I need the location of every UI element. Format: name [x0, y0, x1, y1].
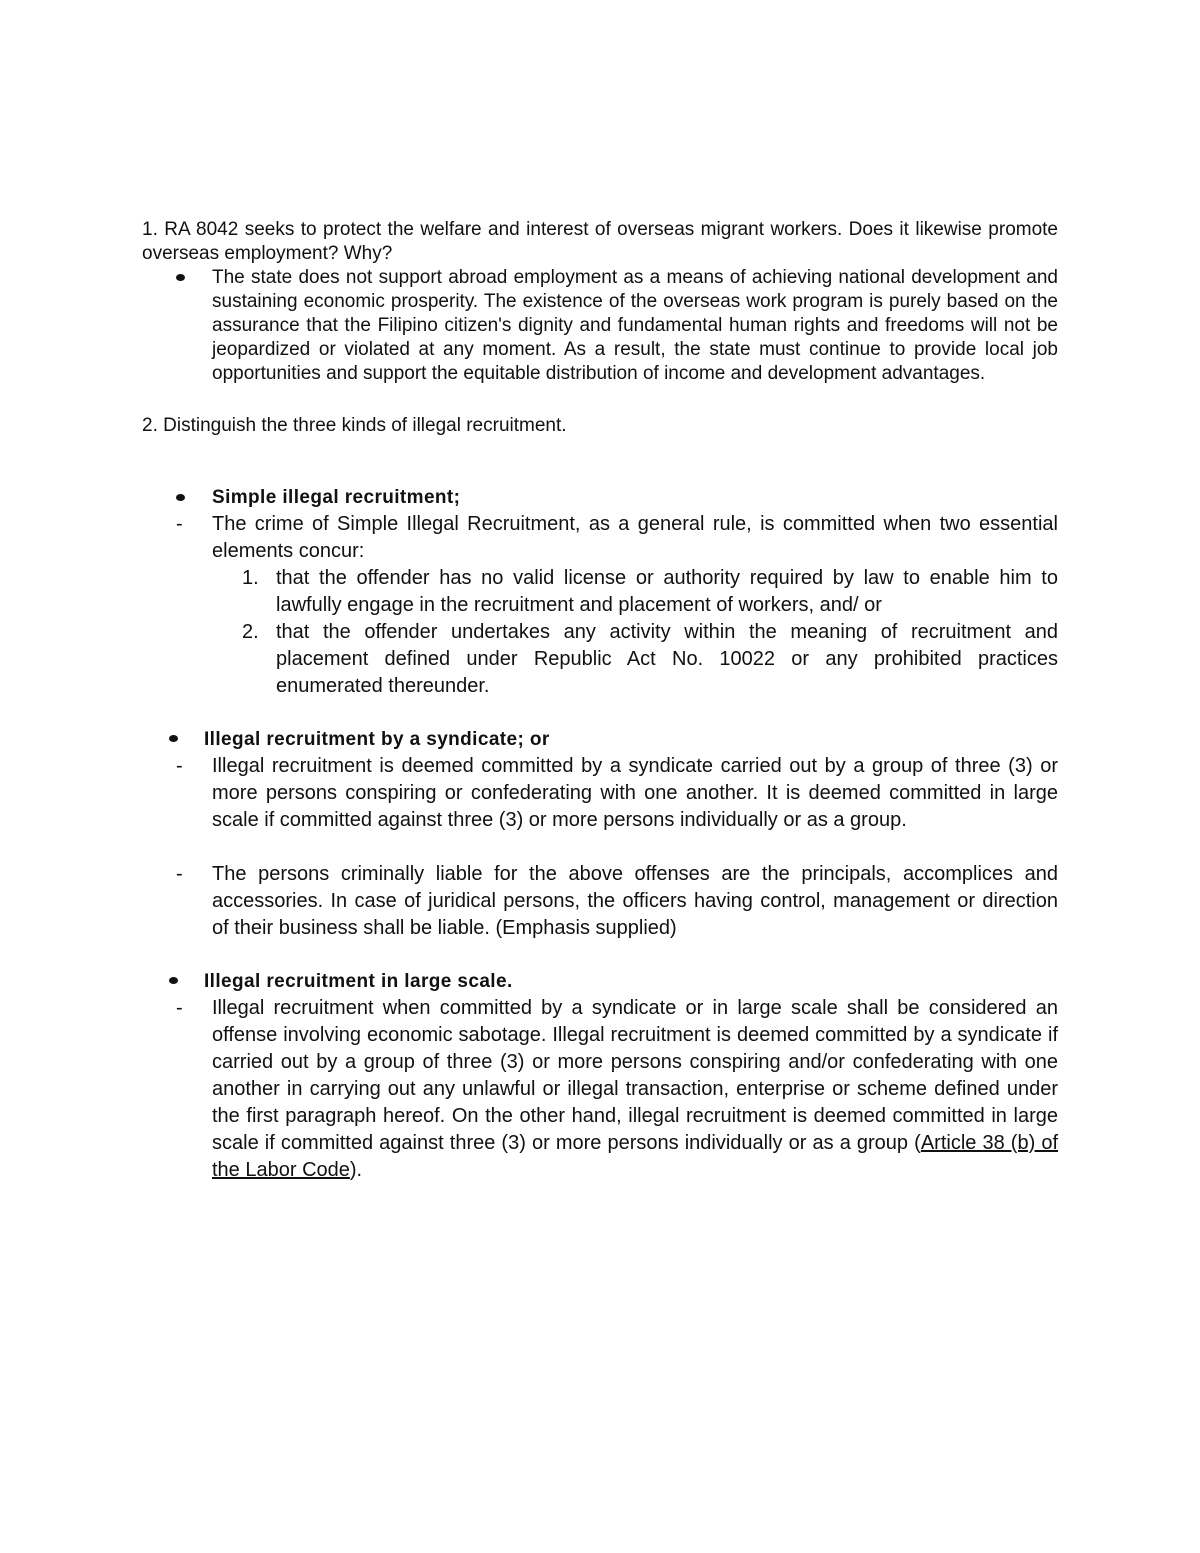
labor-code-link[interactable]: Article 38 (b) of the Labor Code — [212, 1132, 1058, 1181]
question-2: 2. Distinguish the three kinds of illegal recruitment. — [142, 415, 567, 436]
large-scale-desc-text: Illegal recruitment when committed by a syndicate or in large scale shall be considered an offense involving economic sabotage. Illegal recruitment is deemed committed by a syndicate if carried out by a group of three (3) or more persons conspiring and/or confederating with one another in carrying out any unlawful or illegal transaction, enterprise or scheme defined under the first paragraph hereof. On the other hand, illegal recruitment is deemed committed in large scale if committed against three (3) or more persons individually or as a group ( — [212, 997, 1058, 1154]
syndicate-heading: Illegal recruitment by a syndicate; or — [204, 729, 550, 750]
syndicate-desc-2-item — [142, 861, 1058, 942]
document-page — [142, 218, 1058, 1184]
question-1: 1. RA 8042 seeks to protect the welfare and interest of overseas migrant workers. Does it likewise promote overseas employment? Why? — [142, 219, 1058, 264]
large-scale-desc — [212, 995, 1058, 1184]
large-scale-desc-end: ). — [349, 1159, 363, 1181]
bullet-icon — [169, 735, 178, 742]
dash-marker: - — [176, 863, 183, 885]
element-text: that the offender has no valid license or authority required by law to enable him to lawfully engage in the recruitment and placement of workers, and/ or — [276, 567, 1058, 616]
simple-recruitment-heading-item — [142, 484, 1058, 511]
bullet-icon — [176, 494, 185, 501]
bullet-icon — [169, 977, 178, 984]
bullet-icon — [176, 274, 185, 281]
large-scale-heading: Illegal recruitment in large scale. — [204, 971, 513, 992]
simple-recruitment-heading: Simple illegal recruitment; — [212, 487, 461, 508]
large-scale-heading-item — [142, 968, 1058, 995]
element-number: 2. — [242, 621, 259, 643]
dash-marker: - — [176, 997, 183, 1019]
simple-recruitment-desc-item — [142, 511, 1058, 565]
dash-marker: - — [176, 755, 183, 777]
element-item-2 — [242, 619, 1058, 700]
simple-recruitment-desc: The crime of Simple Illegal Recruitment, as a general rule, is committed when two essential elements concur: — [212, 513, 1058, 562]
syndicate-heading-item — [142, 726, 1058, 753]
element-number: 1. — [242, 567, 259, 589]
large-scale-desc-item — [142, 995, 1058, 1184]
syndicate-desc-1-item — [142, 753, 1058, 834]
dash-marker: - — [176, 513, 183, 535]
question-1-answer: The state does not support abroad employment as a means of achieving national development and sustaining economic prosperity. The existence of the overseas work program is purely based on the assurance that the Filipino citizen's dignity and fundamental human rights and freedoms will not be jeopardized or violated at any moment. As a result, the state must continue to provide local job opportunities and support the equitable distribution of income and development advantages. — [212, 267, 1058, 384]
question-1-answer-item — [142, 266, 1058, 386]
syndicate-desc-2: The persons criminally liable for the above offenses are the principals, accomplices and accessories. In case of juridical persons, the officers having control, management or direction of their business shall be liable. (Emphasis supplied) — [212, 863, 1058, 939]
element-item-1 — [242, 565, 1058, 619]
syndicate-desc-1: Illegal recruitment is deemed committed by a syndicate carried out by a group of three (3) or more persons conspiring or confederating with one another. It is deemed committed in large scale if committed against three (3) or more persons individually or as a group. — [212, 755, 1058, 831]
element-text: that the offender undertakes any activity within the meaning of recruitment and placement defined under Republic Act No. 10022 or any prohibited practices enumerated thereunder. — [276, 621, 1058, 697]
